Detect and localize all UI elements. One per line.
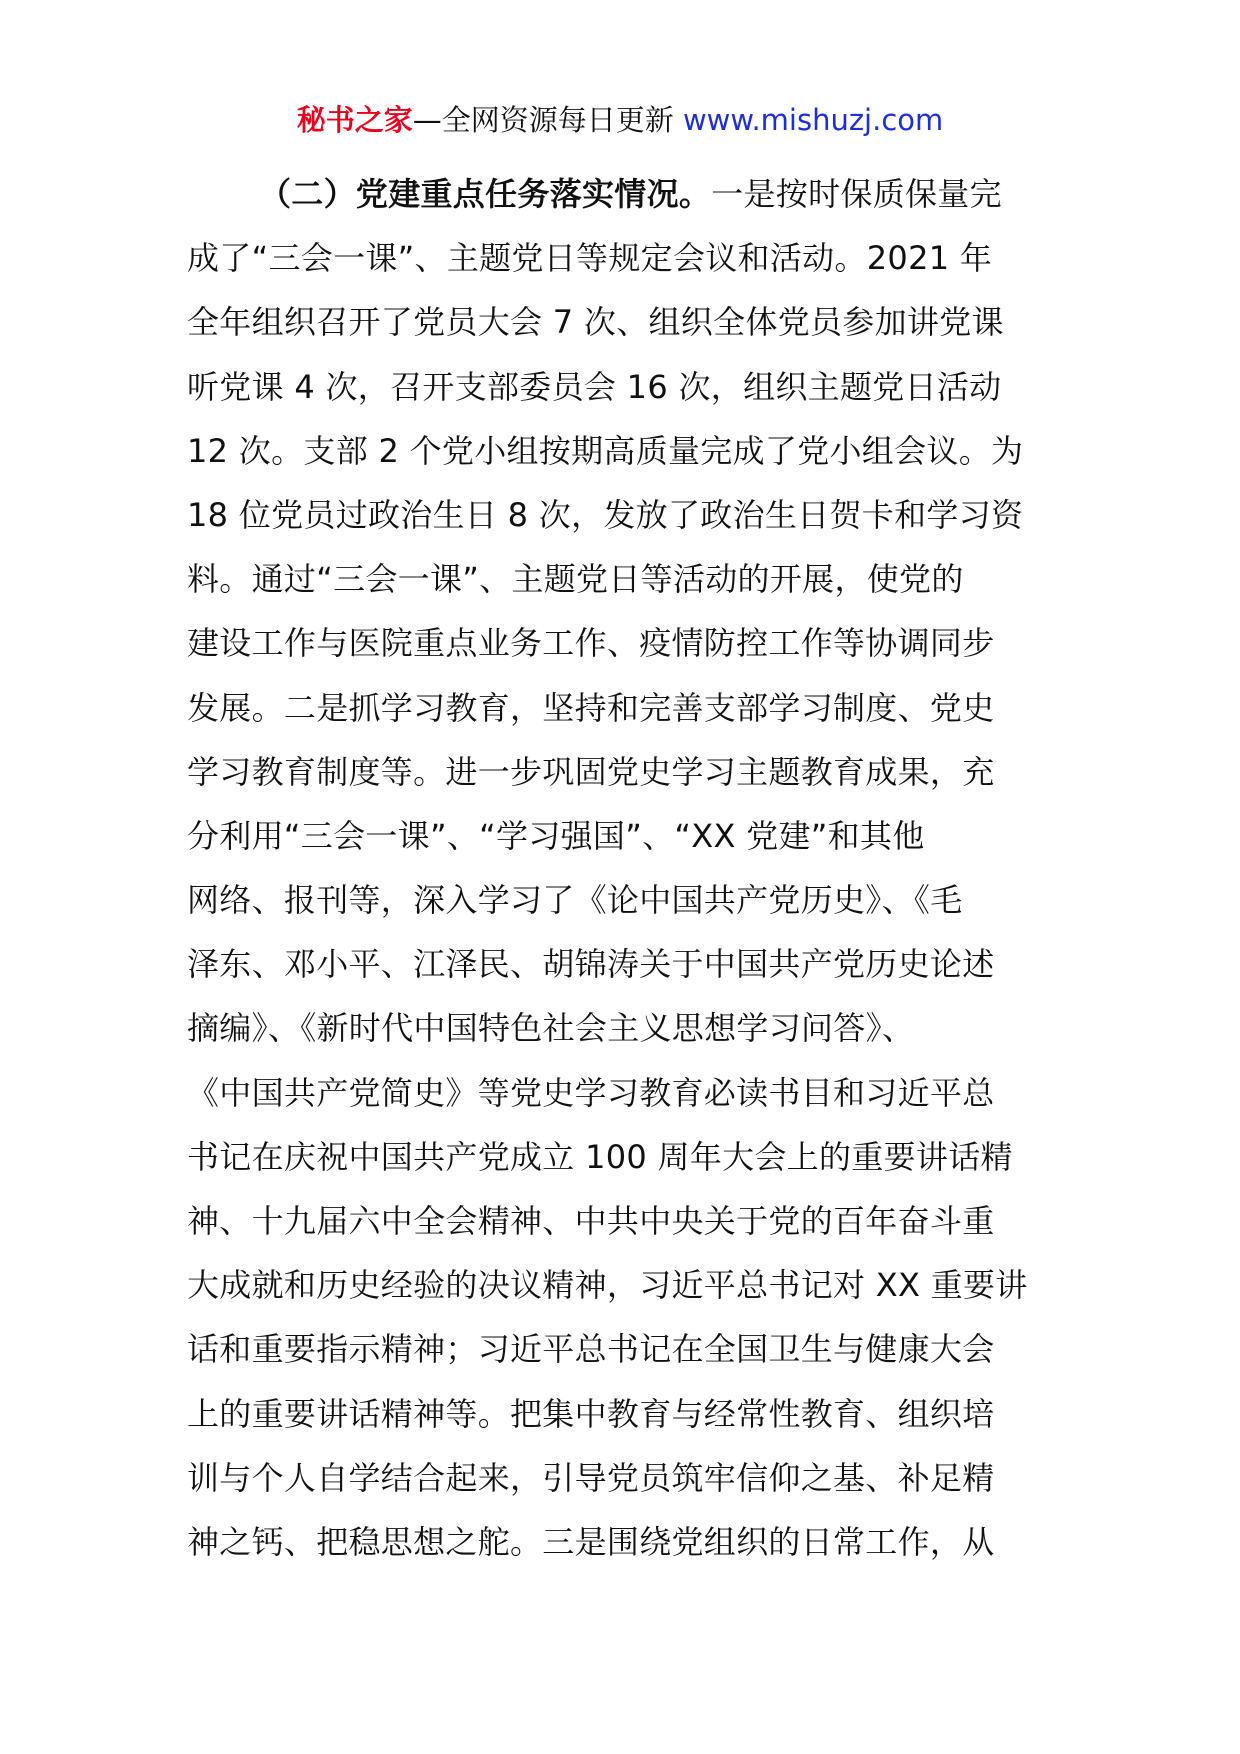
paragraph-line: 12 次。支部 2 个党小组按期高质量完成了党小组会议。为 <box>187 431 1024 470</box>
paragraph-line: 学习教育制度等。进一步巩固党史学习主题教育成果，充 <box>187 752 995 791</box>
paragraph-line: 书记在庆祝中国共产党成立 100 周年大会上的重要讲话精 <box>187 1137 1013 1176</box>
site-header <box>0 100 1240 140</box>
paragraph-line: 神、十九届六中全会精神、中共中央关于党的百年奋斗重 <box>187 1202 995 1240</box>
paragraph-line: 大成就和历史经验的决议精神，习近平总书记对 XX 重要讲 <box>187 1266 1028 1305</box>
section-heading: （二）党建重点任务落实情况。 <box>259 175 712 213</box>
paragraph-line: 全年组织召开了党员大会 7 次、组织全体党员参加讲党课 <box>187 303 1004 342</box>
paragraph-line: 一是按时保质保量完 <box>711 175 1002 213</box>
paragraph-line: 《中国共产党简史》等党史学习教育必读书目和习近平总 <box>187 1073 995 1112</box>
brand-name: 秘书之家 <box>296 103 413 137</box>
paragraph-line: 成了“三会一课”、主题党日等规定会议和活动。2021 年 <box>187 239 993 278</box>
site-url[interactable]: www.mishuzj.com <box>682 103 944 137</box>
paragraph-line: 建设工作与医院重点业务工作、疫情防控工作等协调同步 <box>187 624 995 663</box>
paragraph-line: 听党课 4 次，召开支部委员会 16 次，组织主题党日活动 <box>187 367 1002 406</box>
section-body <box>187 162 1057 1574</box>
paragraph-line: 18 位党员过政治生日 8 次，发放了政治生日贺卡和学习资 <box>187 495 1024 534</box>
paragraph-line: 分利用“三会一课”、“学习强国”、“XX 党建”和其他 <box>187 816 925 855</box>
paragraph-line: 发展。二是抓学习教育，坚持和完善支部学习制度、党史 <box>187 688 995 727</box>
header-tagline: —全网资源每日更新 <box>412 103 683 137</box>
paragraph-line: 泽东、邓小平、江泽民、胡锦涛关于中国共产党历史论述 <box>187 945 995 984</box>
paragraph-line: 网络、报刊等，深入学习了《论中国共产党历史》、《毛 <box>187 881 963 920</box>
paragraph-line: 料。通过“三会一课”、主题党日等活动的开展，使党的 <box>187 560 964 599</box>
first-line <box>187 162 1057 226</box>
paragraph-line: 神之钙、把稳思想之舵。三是围绕党组织的日常工作，从 <box>187 1522 995 1561</box>
paragraph-line: 训与个人自学结合起来，引导党员筑牢信仰之基、补足精 <box>187 1458 995 1497</box>
paragraph-line: 话和重要指示精神；习近平总书记在全国卫生与健康大会 <box>187 1330 995 1369</box>
paragraph-line: 上的重要讲话精神等。把集中教育与经常性教育、组织培 <box>187 1394 995 1433</box>
paragraph-line: 摘编》、《新时代中国特色社会主义思想学习问答》、 <box>187 1009 915 1048</box>
